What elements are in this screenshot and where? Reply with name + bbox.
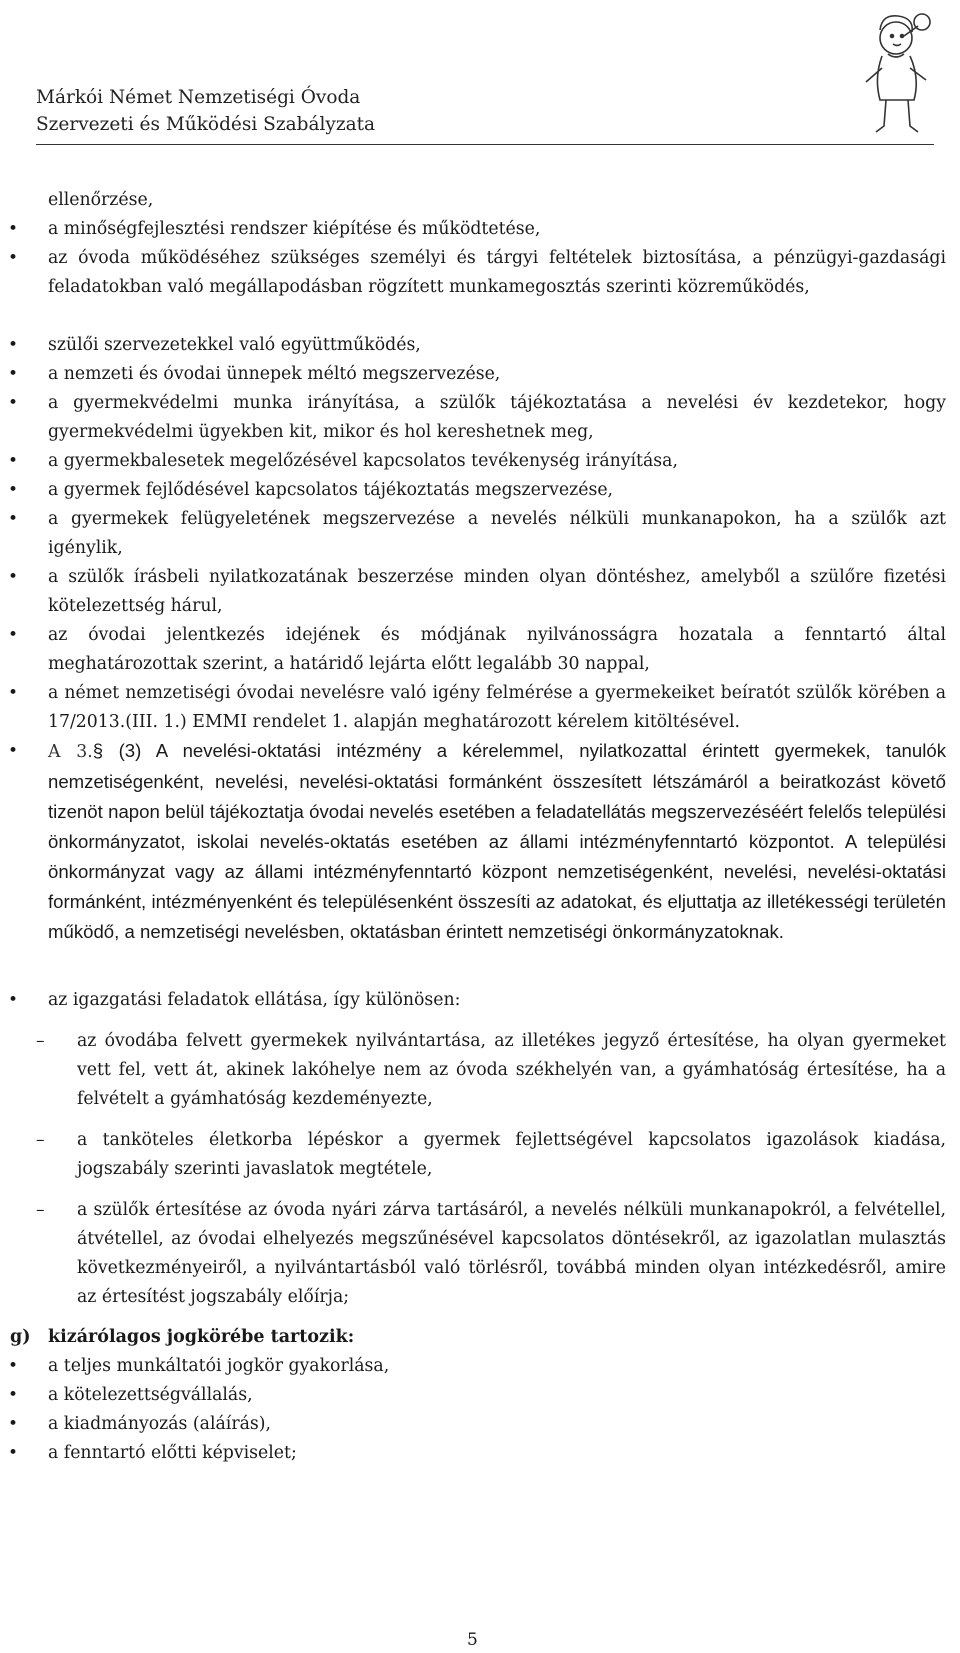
bullet-marker: • [8,509,19,529]
dash-marker: – [36,1031,45,1051]
child-with-horn-drawing [852,8,944,140]
bullet-marker: • [8,741,19,761]
list-item: szülői szervezetekkel való együttműködés, [48,335,421,355]
bullet-marker: • [8,567,19,587]
list-item: a kötelezettségvállalás, [48,1385,253,1405]
bullet-marker: • [8,248,19,268]
list-item: a gyermek fejlődésével kapcsolatos tájékoztatás megszervezése, [48,480,614,500]
list-item: a német nemzetiségi óvodai nevelésre való igény felmérése a gyermekeiket beíratót szülők körében a 17/2013.(III. 1.) EMMI rendelet 1. alapján meghatározott kérelem kitöltésével. [48,683,946,732]
bullet-marker: • [8,683,19,703]
list-item: a kiadmányozás (aláírás), [48,1414,271,1434]
legal-quotation [48,736,946,947]
dash-marker: – [36,1130,45,1150]
list-item: a fenntartó előtti képviselet; [48,1443,297,1463]
document-header [36,84,926,138]
section-g-label: g) [10,1327,31,1347]
list-item: a nemzeti és óvodai ünnepek méltó megszervezése, [48,364,501,384]
bullet-marker: • [8,393,19,413]
bullet-marker: • [8,219,19,239]
header-divider [36,144,934,145]
bullet-marker: • [8,1414,19,1434]
bullet-marker: • [8,480,19,500]
bullet-marker: • [8,625,19,645]
list-item: a teljes munkáltatói jogkör gyakorlása, [48,1356,390,1376]
admin-intro: az igazgatási feladatok ellátása, így különösen: [48,990,461,1010]
bullet-marker: • [8,364,19,384]
page-number: 5 [467,1630,478,1650]
header-institution-name: Márkói Német Nemzetiségi Óvoda [36,87,361,108]
bullet-marker: • [8,1356,19,1376]
admin-item: a tanköteles életkorba lépéskor a gyermek fejlettségével kapcsolatos igazolások kiadása, jogszabály szerinti javaslatok megtétele, [77,1130,946,1179]
list-item: az óvodai jelentkezés idejének és módjának nyilvánosságra hozatala a fenntartó által meghatározottak szerint, a határidő lejárta előtt legalább 30 nappal, [48,625,946,674]
admin-item: az óvodába felvett gyermekek nyilvántartása, az illetékes jegyző értesítése, ha olyan gyermeket vett fel, vett át, akinek lakóhelye nem az óvoda székhelyén van, a gyámhatóság értesítése, ha a felvételt a gyámhatóság kezdeményezte, [77,1031,946,1109]
bullet-marker: • [8,1385,19,1405]
legal-text: (3) A nevelési-oktatási intézmény a kérelemmel, nyilatkozattal érintett gyermekek, tanulók nemzetiségenként, nevelési, nevelési-oktatási formánként összesített létszámáról a beiratkozást követő tizenöt napon belül tájékoztatja óvodai nevelés esetében a feladatellátás megszervezéséért felelős települési önkormányzatot, iskolai nevelés-oktatás esetében az állami intézményfenntartó központot. A települési önkormányzat vagy az állami intézményfenntartó központ nemzetiségenként, nevelési, nevelési-oktatási formánként, intézményenként és településenként összesíti az adatokat, és eljuttatja az illetékességi területén működő, a nemzetiségi nevelésben, oktatásban érintett nemzetiségi önkormányzatoknak. [48,740,946,942]
bullet-marker: • [8,451,19,471]
section-g-heading: kizárólagos jogkörébe tartozik: [48,1327,355,1347]
header-document-title: Szervezeti és Működési Szabályzata [36,114,376,135]
list-item: a gyermekek felügyeletének megszervezése a nevelés nélküli munkanapokon, ha a szülők azt igénylik, [48,509,946,558]
legal-prefix: A 3. [48,742,93,762]
bullet-marker: • [8,1443,19,1463]
continuation-text: ellenőrzése, [48,190,154,210]
dash-marker: – [36,1200,45,1220]
bullet-marker: • [8,990,19,1010]
list-item: a gyermekvédelmi munka irányítása, a szülők tájékoztatása a nevelési év kezdetekor, hogy gyermekvédelmi ügyekben kit, mikor és hol kereshetnek meg, [48,393,946,442]
admin-item: a szülők értesítése az óvoda nyári zárva tartásáról, a nevelés nélküli munkanapokról, a felvétellel, átvétellel, az óvodai elhelyezés megszűnésével kapcsolatos döntésekről, az igazolatlan mulasztás következményeiről, a nyilvántartásból való törlésről, továbbá minden olyan intézkedésről, amire az értesítést jogszabály előírja; [77,1200,946,1307]
list-item: a szülők írásbeli nyilatkozatának beszerzése minden olyan döntéshez, amelyből a szülőre fizetési kötelezettség hárul, [48,567,946,616]
section-mark: § [92,740,104,761]
list-item: a gyermekbalesetek megelőzésével kapcsolatos tevékenység irányítása, [48,451,678,471]
list-item: a minőségfejlesztési rendszer kiépítése és működtetése, [48,219,541,239]
list-item: az óvoda működéséhez szükséges személyi és tárgyi feltételek biztosítása, a pénzügyi-gazdasági feladatokban való megállapodásban rögzített munkamegosztás szerinti közreműködés, [48,248,946,297]
bullet-marker: • [8,335,19,355]
